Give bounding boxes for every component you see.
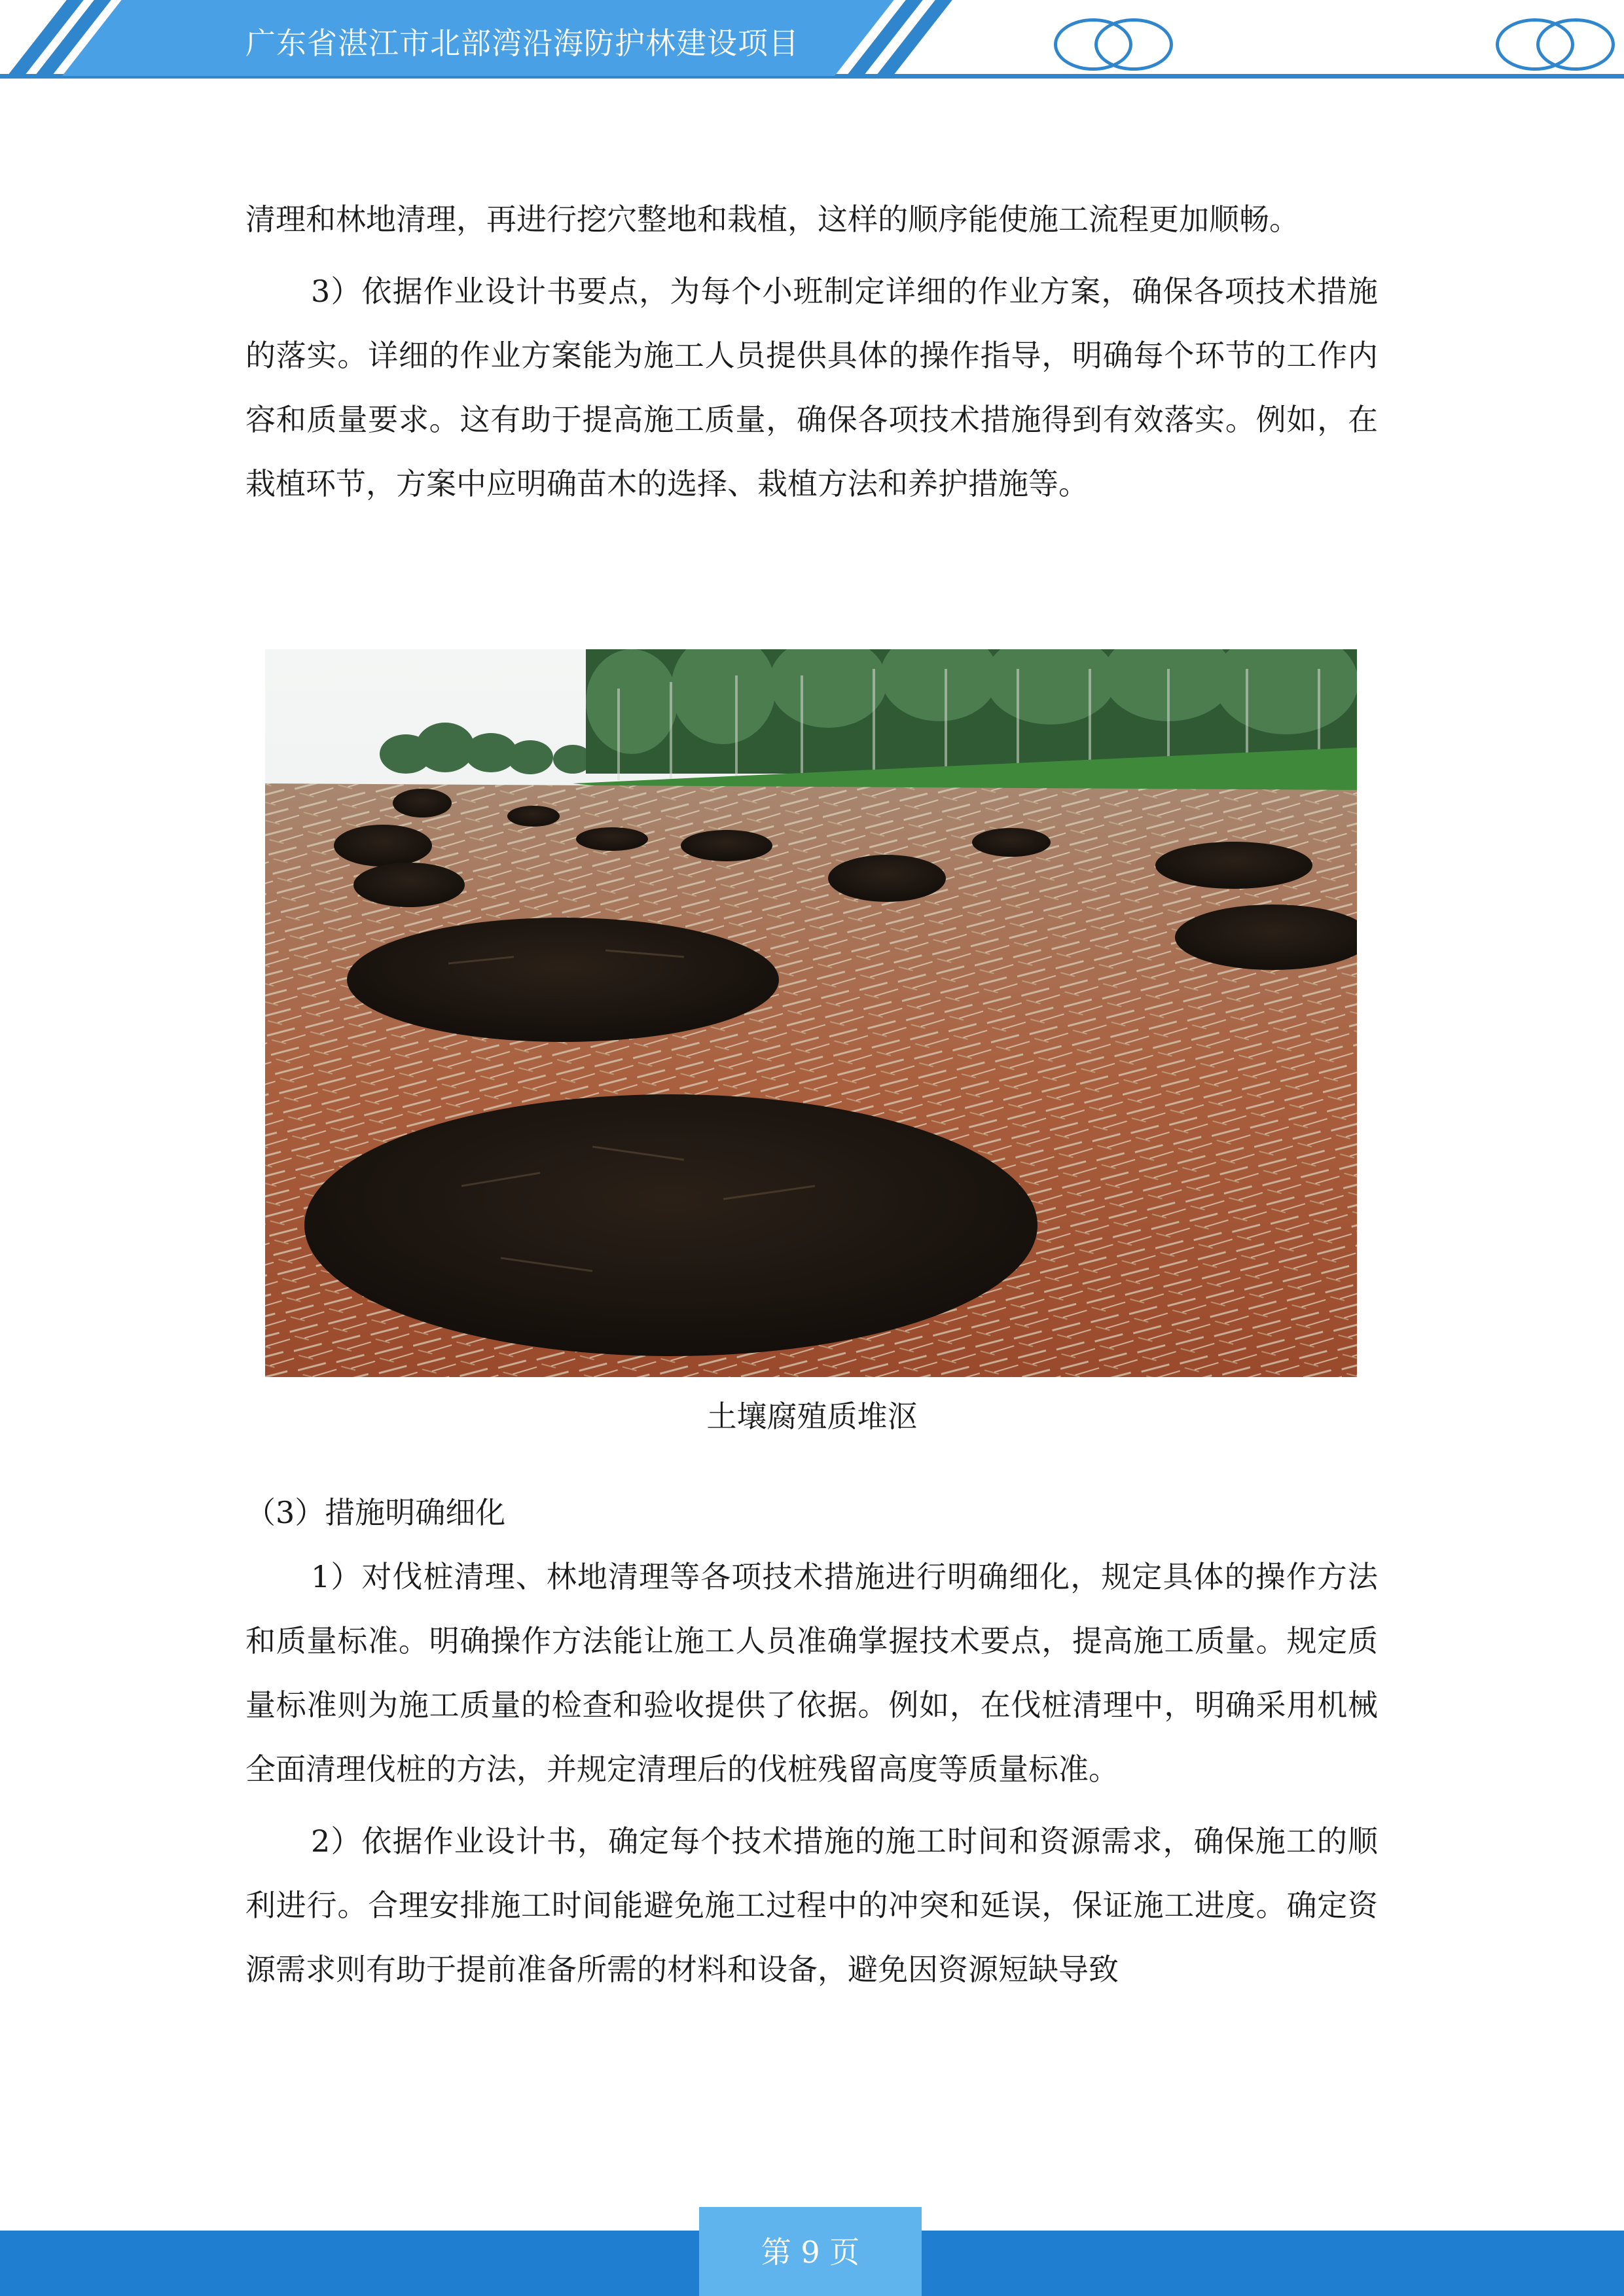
- paragraph: 3）依据作业设计书要点，为每个小班制定详细的作业方案，确保各项技术措施的落实。详细的作业方案能为施工人员提供具体的操作指导，明确每个环节的工作内容和质量要求。这有助于提高施工质量，确保各项技术措施得到有效落实。例如，在栽植环节，方案中应明确苗木的选择、栽植方法和养护措施等。: [245, 274, 1378, 501]
- compost-field-photo: [265, 649, 1357, 1377]
- figure-caption: 土壤腐殖质堆沤: [706, 1399, 918, 1434]
- paragraph: 清理和林地清理，再进行挖穴整地和栽植，这样的顺序能使施工流程更加顺畅。: [245, 202, 1299, 237]
- body-text-lower: [245, 1480, 1378, 2001]
- section-heading: （3）措施明确细化: [245, 1495, 506, 1530]
- page-number: 第 9 页: [761, 2234, 860, 2270]
- header-title: 广东省湛江市北部湾沿海防护林建设项目: [245, 26, 799, 61]
- paragraph: 1）对伐桩清理、林地清理等各项技术措施进行明确细化，规定具体的操作方法和质量标准。明确操作方法能让施工人员准确掌握技术要点，提高施工质量。规定质量标准则为施工质量的检查和验收提供了依据。例如，在伐桩清理中，明确采用机械全面清理伐桩的方法，并规定清理后的伐桩残留高度等质量标准。: [245, 1559, 1378, 1787]
- body-text-upper: [245, 187, 1378, 516]
- paragraph: 2）依据作业设计书，确定每个技术措施的施工时间和资源需求，确保施工的顺利进行。合理安排施工时间能避免施工过程中的冲突和延误，保证施工进度。确定资源需求则有助于提前准备所需的材料和设备，避免因资源短缺导致: [245, 1823, 1378, 1987]
